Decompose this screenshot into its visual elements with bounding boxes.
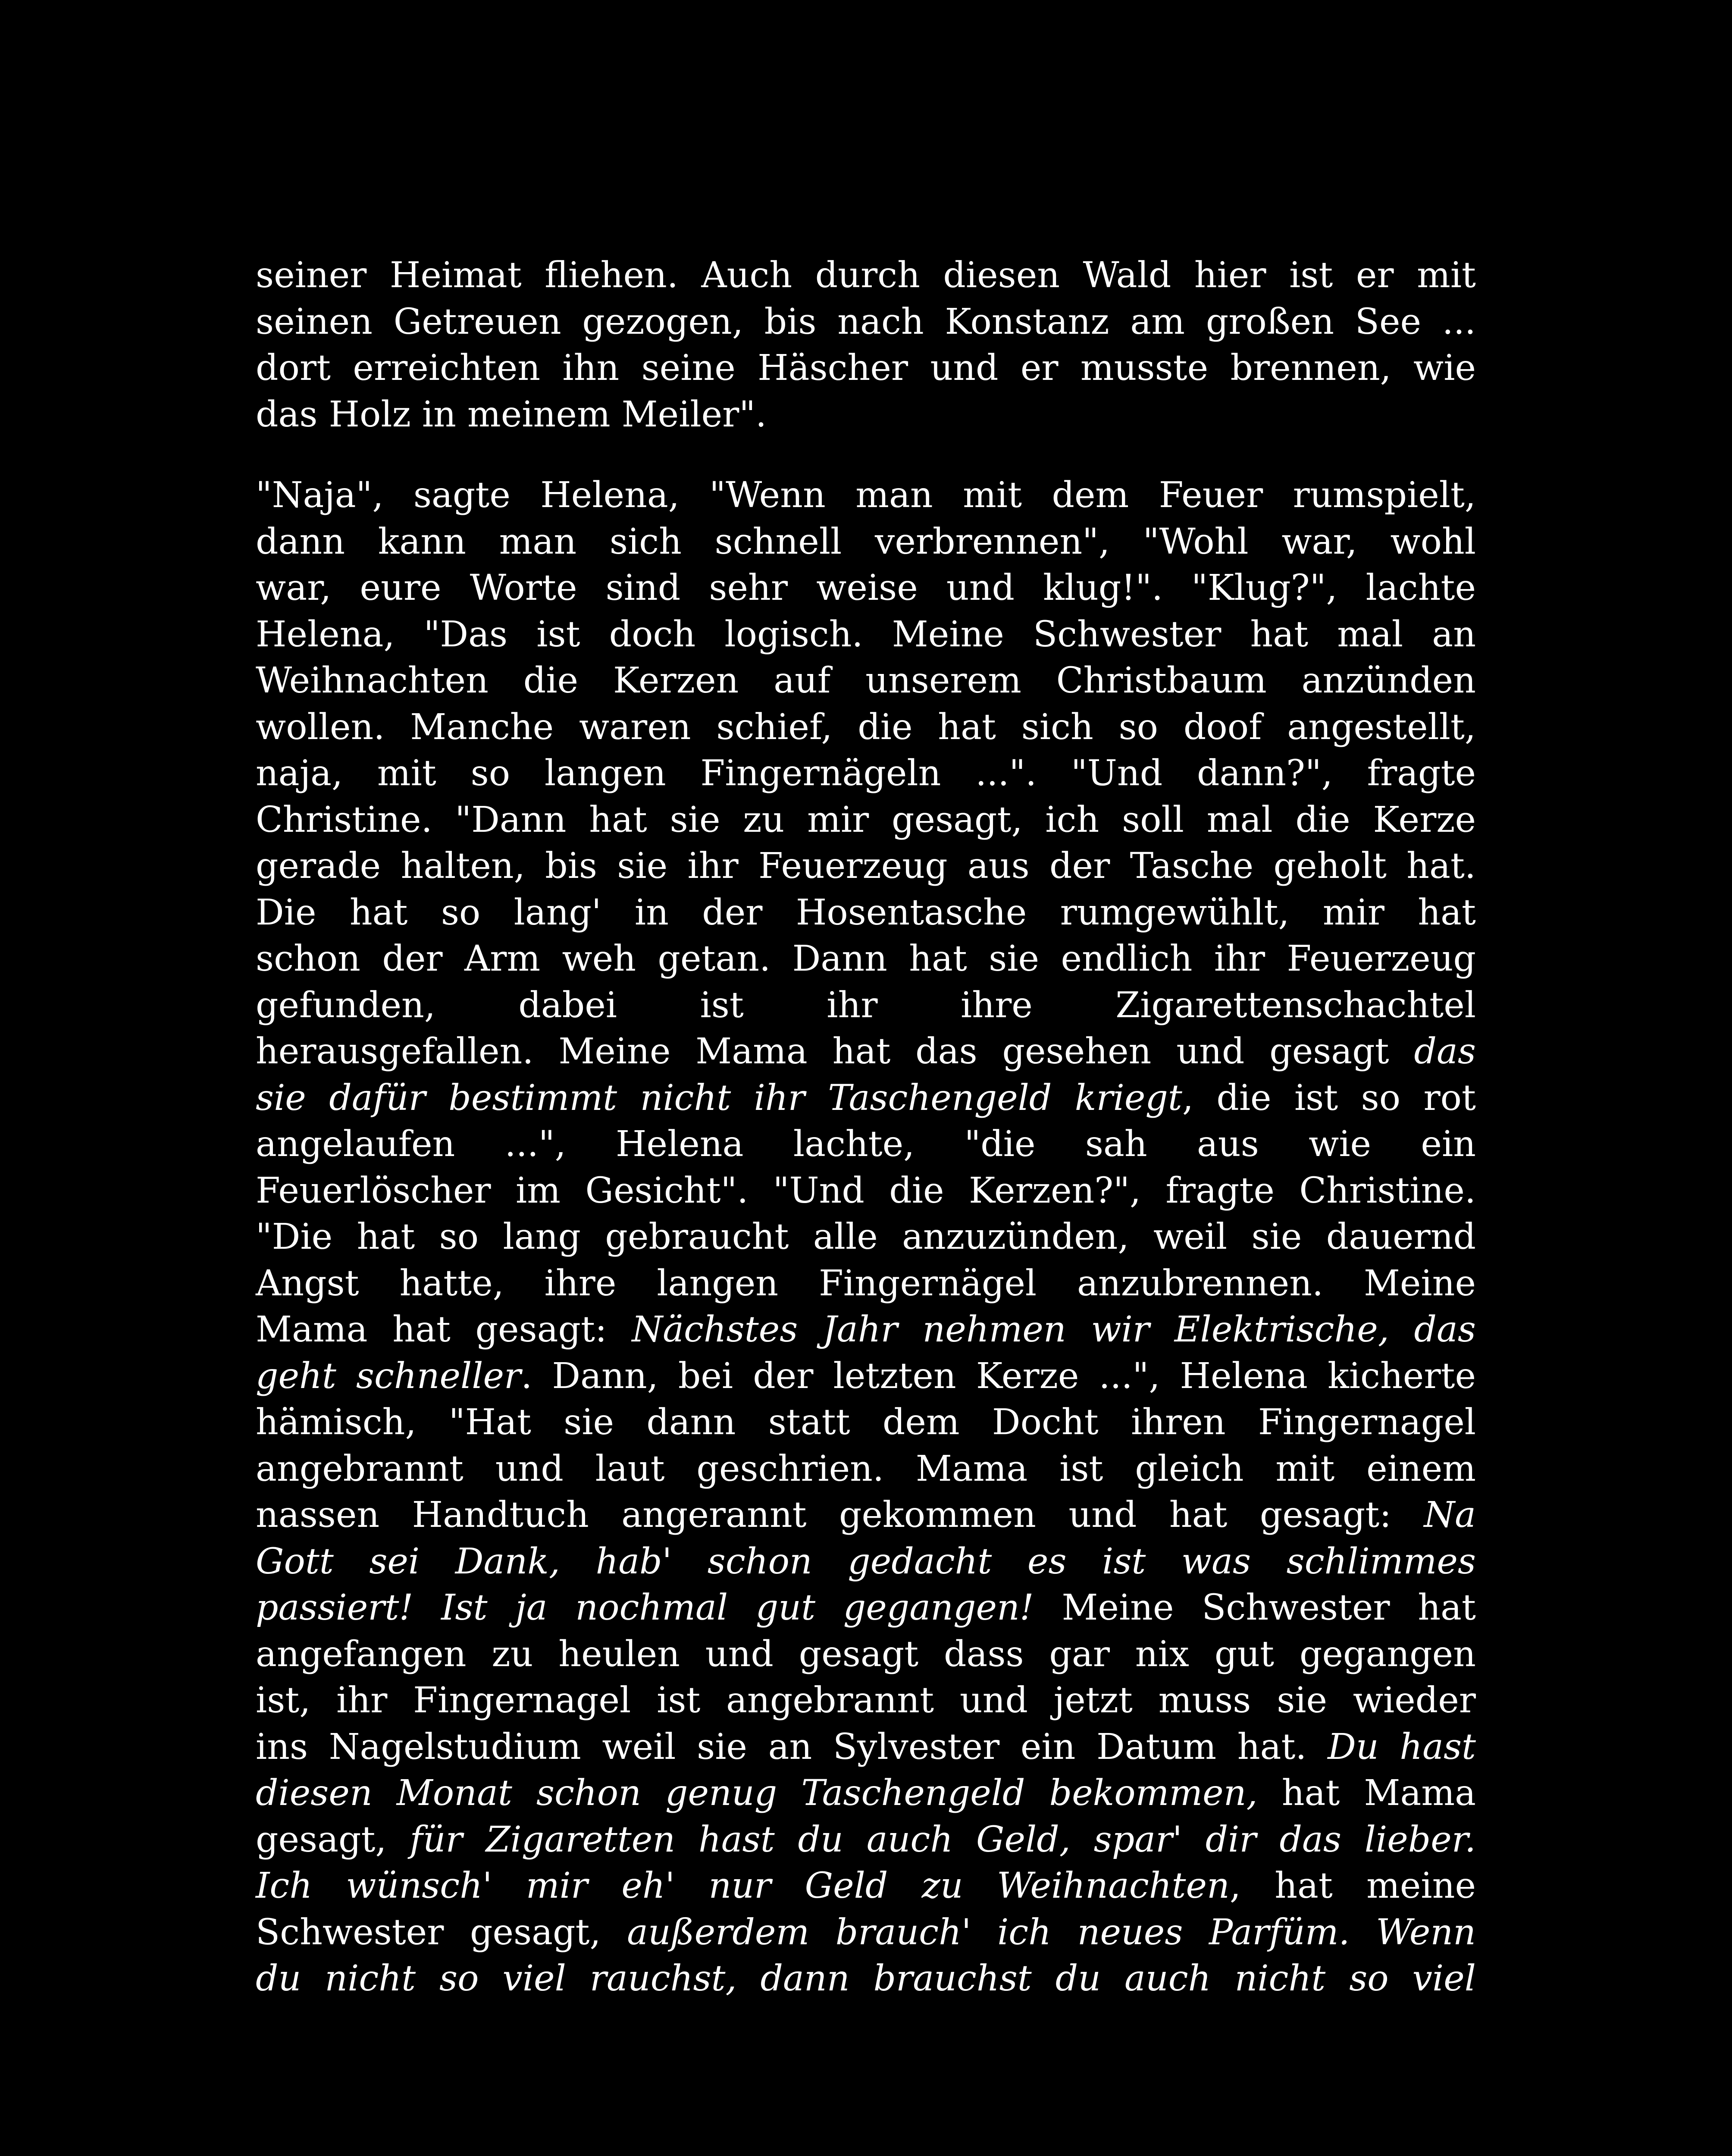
text-line <box>256 1955 1476 2002</box>
text-line: seinen Getreuen gezogen, bis nach Konstanz am großen See ... <box>256 301 1476 342</box>
text-line: angelaufen ...", Helena lachte, "die sah aus wie ein <box>256 1124 1476 1165</box>
text-line: angefangen zu heulen und gesagt dass gar nix gut gegangen <box>256 1633 1476 1675</box>
text-line: "Naja", sagte Helena, "Wenn man mit dem Feuer rumspielt, <box>256 475 1476 516</box>
text-line <box>256 1863 1476 1909</box>
text-line: wollen. Manche waren schief, die hat sich so doof angestellt, <box>256 706 1476 748</box>
text-run: , hat meine <box>1229 1865 1476 1906</box>
text-line <box>256 1075 1476 1122</box>
text-line: Angst hatte, ihre langen Fingernägel anzubrennen. Meine <box>256 1263 1476 1304</box>
italic-run: außerdem brauch' ich neues Parfüm. Wenn <box>627 1912 1476 1953</box>
text-line <box>256 1028 1476 1075</box>
text-line <box>256 1724 1476 1771</box>
text-line: angebrannt und laut geschrien. Mama ist gleich mit einem <box>256 1448 1476 1489</box>
text-run: hat Mama <box>1257 1773 1476 1814</box>
text-line <box>256 1492 1476 1539</box>
italic-run: passiert! Ist ja nochmal gut gegangen! <box>256 1587 1034 1628</box>
text-run: Schwester gesagt, <box>256 1912 627 1953</box>
text-line <box>256 1353 1476 1400</box>
italic-run: Du hast <box>1328 1726 1476 1767</box>
italic-run: Gott sei Dank, hab' schon gedacht es ist was schlimmes <box>256 1541 1476 1582</box>
text-line: Die hat so lang' in der Hosentasche rumgewühlt, mir hat <box>256 892 1476 933</box>
text-line <box>256 1585 1476 1631</box>
text-run: . Dann, bei der letzten Kerze ...", Helena kicherte <box>521 1355 1476 1397</box>
text-run: ins Nagelstudium weil sie an Sylvester ein Datum hat. <box>256 1726 1328 1767</box>
italic-run: sie dafür bestimmt nicht ihr Taschengeld kriegt <box>256 1077 1182 1119</box>
paragraph-gap <box>256 438 1476 472</box>
text-run: herausgefallen. Meine Mama hat das gesehen und gesagt <box>256 1031 1414 1072</box>
text-line: naja, mit so langen Fingernägeln ...". "Und dann?", fragte <box>256 753 1476 794</box>
text-run: Mama hat gesagt: <box>256 1309 632 1350</box>
italic-run: du nicht so viel rauchst, dann brauchst du auch nicht so viel <box>256 1958 1476 1999</box>
text-line <box>256 1770 1476 1817</box>
text-line: gefunden, dabei ist ihr ihre Zigarettenschachtel <box>256 984 1476 1026</box>
text-line: Helena, "Das ist doch logisch. Meine Schwester hat mal an <box>256 614 1476 655</box>
text-line: Feuerlöscher im Gesicht". "Und die Kerzen?", fragte Christine. <box>256 1170 1476 1211</box>
text-run: nassen Handtuch angerannt gekommen und hat gesagt: <box>256 1495 1424 1536</box>
text-line <box>256 1909 1476 1956</box>
text-line: gerade halten, bis sie ihr Feuerzeug aus der Tasche geholt hat. <box>256 846 1476 887</box>
text-run: , die ist so rot <box>1182 1077 1476 1119</box>
italic-run: das <box>1414 1031 1476 1072</box>
italic-run: Nächstes Jahr nehmen wir Elektrische, das <box>632 1309 1476 1350</box>
text-line: Christine. "Dann hat sie zu mir gesagt, ich soll mal die Kerze <box>256 799 1476 840</box>
text-line: war, eure Worte sind sehr weise und klug!". "Klug?", lachte <box>256 567 1476 608</box>
italic-run: diesen Monat schon genug Taschengeld bekommen, <box>256 1773 1258 1814</box>
text-line: ist, ihr Fingernagel ist angebrannt und jetzt muss sie wieder <box>256 1680 1476 1721</box>
italic-run: Na <box>1424 1495 1476 1536</box>
text-line: hämisch, "Hat sie dann statt dem Docht ihren Fingernagel <box>256 1402 1476 1443</box>
text-line: "Die hat so lang gebraucht alle anzuzünden, weil sie dauernd <box>256 1216 1476 1257</box>
italic-run: geht schneller <box>256 1355 521 1397</box>
text-line <box>256 1539 1476 1585</box>
text-line: seiner Heimat fliehen. Auch durch diesen Wald hier ist er mit <box>256 255 1476 296</box>
italic-run: für Zigaretten hast du auch Geld, spar' dir das lieber. <box>410 1819 1476 1860</box>
italic-run: Ich wünsch' mir eh' nur Geld zu Weihnachten <box>256 1865 1230 1906</box>
text-line: Weihnachten die Kerzen auf unserem Christbaum anzünden <box>256 660 1476 701</box>
text-line: das Holz in meinem Meiler". <box>256 394 767 435</box>
text-line: dann kann man sich schnell verbrennen", "Wohl war, wohl <box>256 521 1476 562</box>
text-run: Meine Schwester hat <box>1034 1587 1476 1628</box>
body-text <box>256 252 1476 2002</box>
text-run: gesagt, <box>256 1819 410 1860</box>
text-line: dort erreichten ihn seine Häscher und er musste brennen, wie <box>256 348 1476 389</box>
text-line <box>256 1307 1476 1353</box>
text-line <box>256 1817 1476 1863</box>
text-line: schon der Arm weh getan. Dann hat sie endlich ihr Feuerzeug <box>256 938 1476 979</box>
